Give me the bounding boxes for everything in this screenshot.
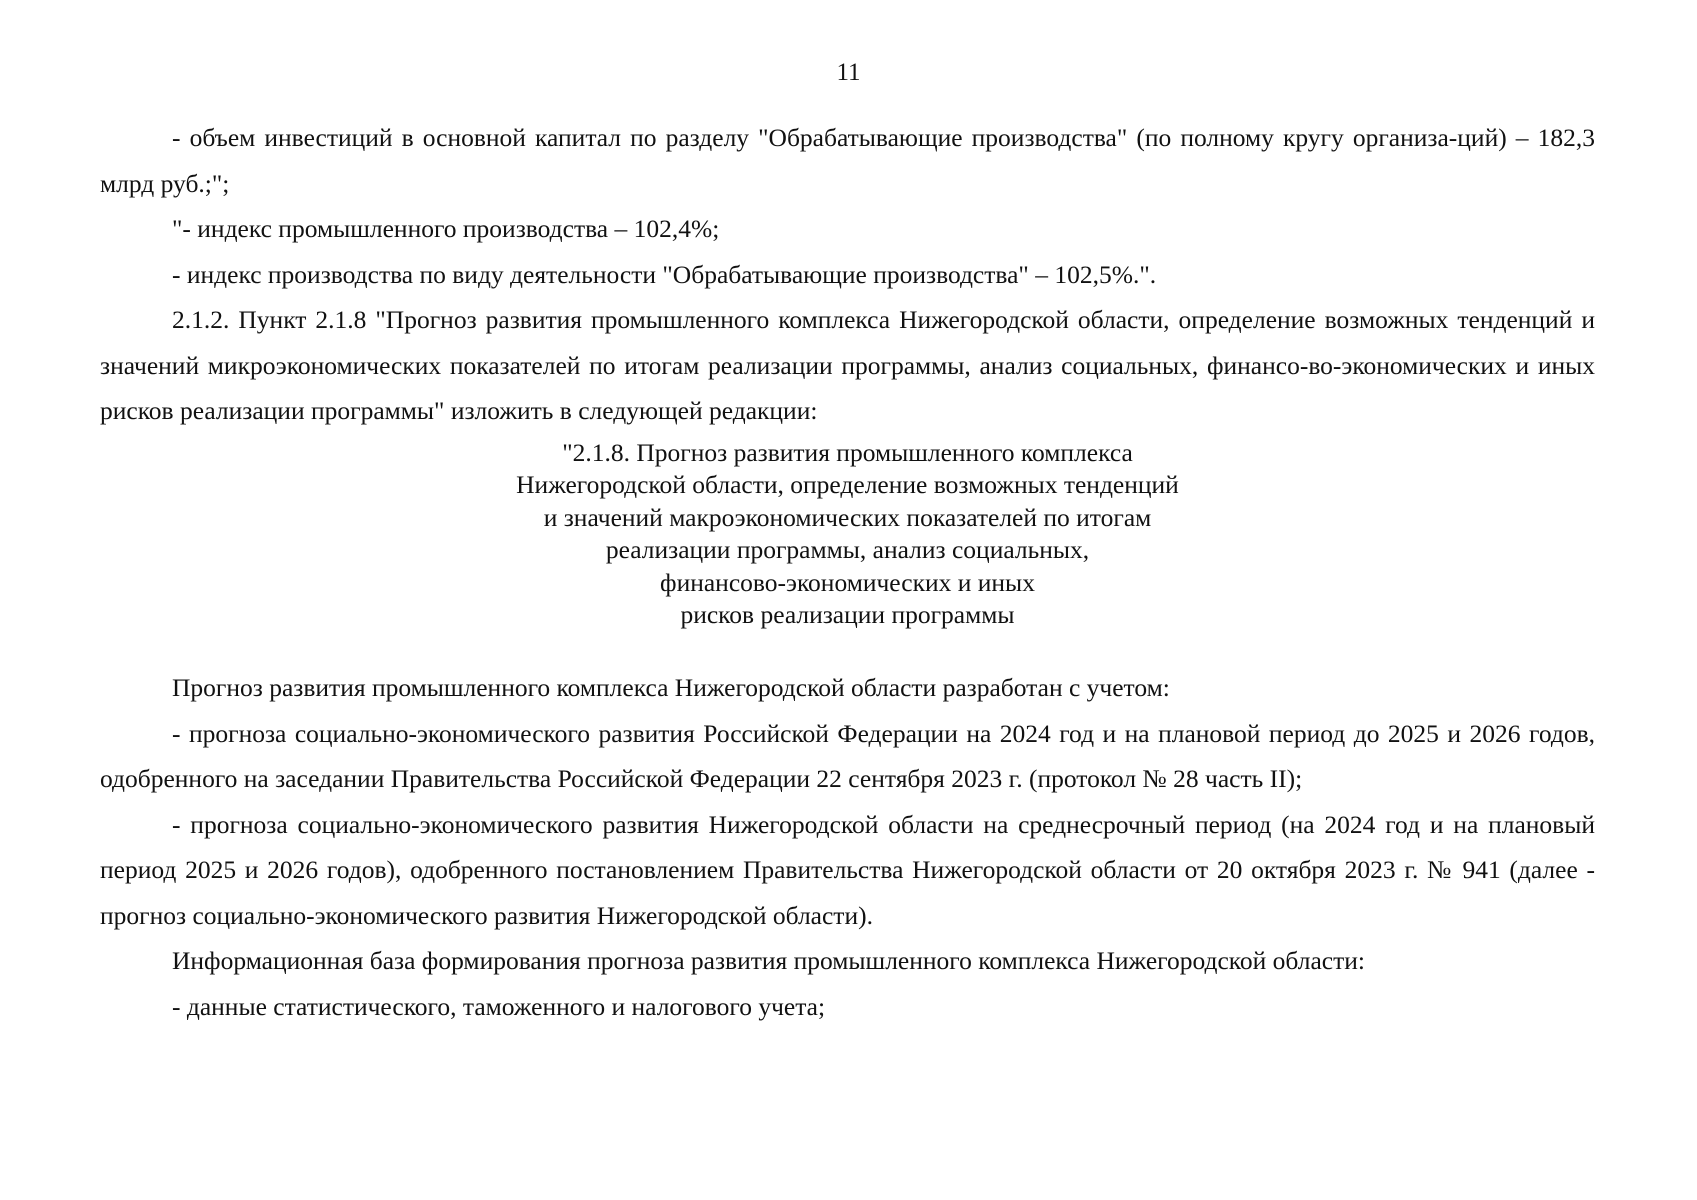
paragraph-statistical-data: - данные статистического, таможенного и налогового учета; bbox=[172, 991, 826, 1021]
heading-line: реализации программы, анализ социальных, bbox=[605, 535, 1090, 565]
document-body bbox=[100, 115, 1595, 1029]
paragraph-industrial-index: "- индекс промышленного производства – 102,4%; bbox=[172, 214, 720, 243]
paragraph-region-forecast: - прогноза социально-экономического развития Нижегородской области на среднесрочный период (на 2024 год и на плановый период 2025 и 2026 годов), одобренного постановлением Правительства Нижегородской области от 20 октября 2023 г. № 941 (далее - прогноз социально-экономического развития Нижегородской области). bbox=[100, 809, 1595, 930]
heading-line: и значений макроэкономических показателей по итогам bbox=[543, 502, 1152, 532]
section-heading-2-1-8 bbox=[100, 437, 1595, 633]
heading-line: Нижегородской области, определение возможных тенденций bbox=[516, 470, 1179, 500]
paragraph-item-2-1-2: 2.1.2. Пункт 2.1.8 "Прогноз развития промышленного комплекса Нижегородской области, определение возможных тенденций и значений микроэкономических показателей по итогам реализации программы, анализ социальных, финансо-во-экономических и иных рисков реализации программы" изложить в следующей редакции: bbox=[100, 305, 1595, 425]
paragraph-information-base: Информационная база формирования прогноза развития промышленного комплекса Нижегородской области: bbox=[172, 946, 1365, 976]
paragraph-investment: - объем инвестиций в основной капитал по разделу "Обрабатывающие производства" (по полному кругу организа-ций) – 182,3 млрд руб.;"; bbox=[100, 123, 1595, 198]
heading-line: финансово-экономических и иных bbox=[660, 567, 1035, 597]
paragraph-forecast-basis: Прогноз развития промышленного комплекса Нижегородской области разработан с учетом: bbox=[172, 673, 1170, 703]
paragraph-manufacturing-index: - индекс производства по виду деятельности "Обрабатывающие производства" – 102,5%.". bbox=[172, 259, 1157, 289]
heading-line: "2.1.8. Прогноз развития промышленного комплекса bbox=[562, 437, 1133, 467]
heading-line: рисков реализации программы bbox=[680, 600, 1015, 630]
paragraph-rf-forecast: - прогноза социально-экономического развития Российской Федерации на 2024 год и на плановой период до 2025 и 2026 годов, одобренного на заседании Правительства Российской Федерации 22 сентября 2023 г. (протокол № 28 часть II); bbox=[100, 718, 1595, 794]
page-number: 11 bbox=[836, 59, 861, 86]
